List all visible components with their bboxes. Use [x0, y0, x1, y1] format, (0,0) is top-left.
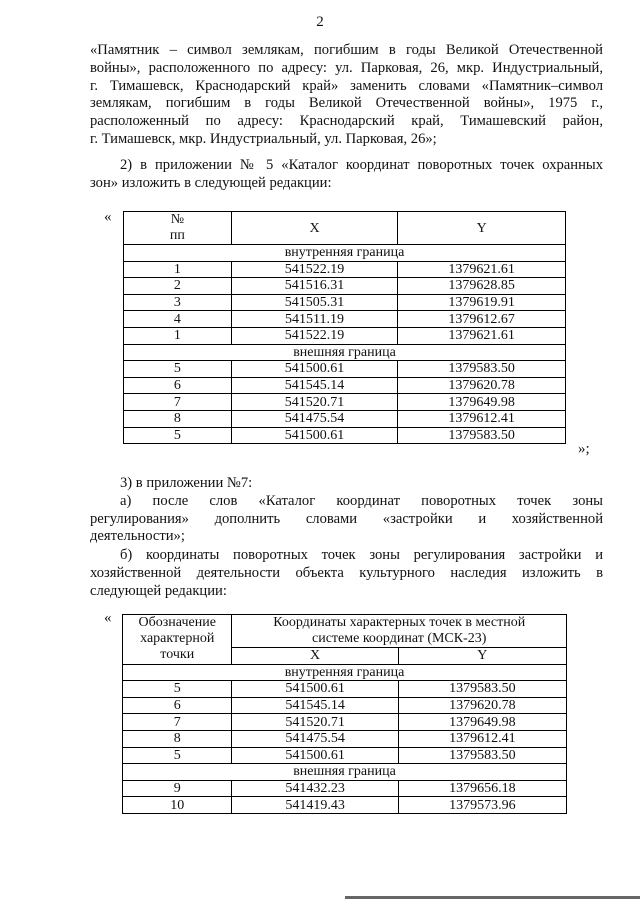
header-number-line: пп	[169, 228, 185, 243]
table-row	[124, 361, 566, 378]
cell-x: 541500.61	[232, 747, 398, 764]
cell-x: 541545.14	[231, 377, 398, 394]
table-body-outer	[123, 780, 567, 813]
header-y: Y	[398, 212, 566, 245]
cell-y: 1379656.18	[398, 780, 566, 797]
table-header-row	[124, 212, 566, 245]
cell-point-number: 8	[124, 410, 232, 427]
cell-point-number: 9	[123, 780, 232, 797]
table-row	[124, 377, 566, 394]
table-row	[124, 410, 566, 427]
cell-y: 1379573.96	[398, 797, 566, 814]
table-row	[124, 261, 566, 278]
section-outer-boundary: внешняя граница	[123, 764, 567, 781]
cell-x: 541505.31	[231, 294, 398, 311]
table-row	[124, 394, 566, 411]
table-row	[123, 797, 567, 814]
opening-quote: «	[104, 209, 112, 225]
header-y: Y	[398, 648, 566, 665]
scan-edge-line	[345, 896, 640, 899]
section-row	[124, 245, 566, 262]
cell-x: 541500.61	[231, 361, 398, 378]
header-line: характерной	[140, 631, 215, 647]
text-line: б) координаты поворотных точек зоны регулирования застройки и	[120, 547, 603, 563]
table-body-inner	[123, 681, 567, 764]
cell-point-number: 8	[123, 730, 232, 747]
header-point-designation	[123, 615, 232, 665]
cell-y: 1379620.78	[398, 697, 566, 714]
cell-x: 541545.14	[232, 697, 398, 714]
text-line: 3) в приложении №7:	[120, 475, 253, 491]
cell-y: 1379621.61	[398, 327, 566, 344]
paragraph-appendix-7	[90, 475, 603, 546]
table-row	[123, 697, 567, 714]
cell-x: 541520.71	[232, 714, 398, 731]
cell-x: 541522.19	[231, 327, 398, 344]
cell-point-number: 1	[124, 327, 232, 344]
text-line: зон» изложить в следующей редакции:	[90, 174, 332, 191]
table-body-inner	[124, 261, 566, 344]
cell-y: 1379612.67	[398, 311, 566, 328]
table-row	[124, 427, 566, 444]
cell-point-number: 5	[123, 747, 232, 764]
text-line: регулирования» дополнить словами «застройки и хозяйственной	[90, 510, 603, 527]
cell-y: 1379583.50	[398, 427, 566, 444]
text-line: деятельности»;	[90, 528, 185, 545]
cell-x: 541432.23	[232, 780, 398, 797]
header-number	[124, 212, 232, 245]
text-line: «Памятник – символ землякам, погибшим в годы Великой Отечественной	[90, 42, 603, 58]
coordinates-table-regulation-zone	[122, 614, 567, 814]
section-row	[123, 664, 567, 681]
header-x: X	[232, 648, 398, 665]
header-line: точки	[160, 647, 195, 663]
cell-x: 541511.19	[231, 311, 398, 328]
table-body-outer	[124, 361, 566, 444]
cell-point-number: 5	[124, 427, 232, 444]
header-line: системе координат (МСК-23)	[312, 631, 487, 646]
cell-x: 541500.61	[232, 681, 398, 698]
cell-x: 541520.71	[231, 394, 398, 411]
text-line: а) после слов «Каталог координат поворотных точек зоны	[120, 492, 603, 509]
coordinates-table-protection-zones	[123, 211, 566, 444]
header-number-line: №	[170, 212, 185, 227]
table-row	[124, 327, 566, 344]
text-line: расположенный по адресу: Краснодарский край, Тимашевский район,	[90, 113, 603, 130]
cell-x: 541475.54	[232, 730, 398, 747]
cell-y: 1379649.98	[398, 394, 566, 411]
text-line: следующей редакции:	[90, 582, 227, 599]
cell-point-number: 7	[124, 394, 232, 411]
table-row	[124, 294, 566, 311]
paragraph-appendix-7b	[90, 547, 603, 600]
cell-y: 1379612.41	[398, 410, 566, 427]
table-row	[123, 730, 567, 747]
header-line: Обозначение	[138, 615, 216, 631]
section-row	[123, 764, 567, 781]
text-line: землякам, погибшим в годы Великой Отечественной войны», 1975 г.,	[90, 95, 603, 112]
section-inner-boundary: внутренняя граница	[124, 245, 566, 262]
paragraph-appendix-5	[90, 157, 603, 193]
text-line: 2) в приложении № 5 «Каталог координат поворотных точек охранных	[120, 157, 603, 173]
section-inner-boundary: внутренняя граница	[123, 664, 567, 681]
cell-x: 541500.61	[231, 427, 398, 444]
cell-point-number: 5	[123, 681, 232, 698]
text-line: хозяйственной деятельности объекта культурного наследия изложить в	[90, 564, 603, 581]
table-header-row	[123, 615, 567, 648]
text-line: г. Тимашевск, Краснодарский край» заменить словами «Памятник–символ	[90, 77, 603, 94]
opening-quote: «	[104, 610, 112, 626]
cell-y: 1379620.78	[398, 377, 566, 394]
cell-point-number: 4	[124, 311, 232, 328]
cell-x: 541516.31	[231, 278, 398, 295]
cell-y: 1379583.50	[398, 361, 566, 378]
header-x: X	[231, 212, 398, 245]
paragraph-memorial-name	[90, 42, 603, 149]
cell-point-number: 5	[124, 361, 232, 378]
cell-x: 541419.43	[232, 797, 398, 814]
cell-point-number: 2	[124, 278, 232, 295]
cell-y: 1379583.50	[398, 681, 566, 698]
cell-x: 541475.54	[231, 410, 398, 427]
header-line: Координаты характерных точек в местной	[273, 615, 526, 630]
text-line: г. Тимашевск, мкр. Индустриальный, ул. Парковая, 26»;	[90, 130, 437, 147]
cell-point-number: 7	[123, 714, 232, 731]
table-row	[123, 747, 567, 764]
cell-point-number: 6	[124, 377, 232, 394]
table-row	[123, 681, 567, 698]
text-line: войны», расположенного по адресу: ул. Парковая, 26, мкр. Индустриальный,	[90, 59, 603, 76]
page-number: 2	[316, 14, 324, 30]
table-row	[124, 311, 566, 328]
section-row	[124, 344, 566, 361]
cell-y: 1379619.91	[398, 294, 566, 311]
header-coordinates	[232, 615, 567, 648]
cell-point-number: 3	[124, 294, 232, 311]
table-row	[123, 780, 567, 797]
cell-y: 1379621.61	[398, 261, 566, 278]
section-outer-boundary: внешняя граница	[124, 344, 566, 361]
cell-point-number: 1	[124, 261, 232, 278]
cell-x: 541522.19	[231, 261, 398, 278]
table-row	[124, 278, 566, 295]
cell-y: 1379612.41	[398, 730, 566, 747]
cell-y: 1379628.85	[398, 278, 566, 295]
cell-point-number: 10	[123, 797, 232, 814]
cell-y: 1379583.50	[398, 747, 566, 764]
cell-point-number: 6	[123, 697, 232, 714]
closing-quote: »;	[578, 441, 590, 457]
cell-y: 1379649.98	[398, 714, 566, 731]
table-row	[123, 714, 567, 731]
